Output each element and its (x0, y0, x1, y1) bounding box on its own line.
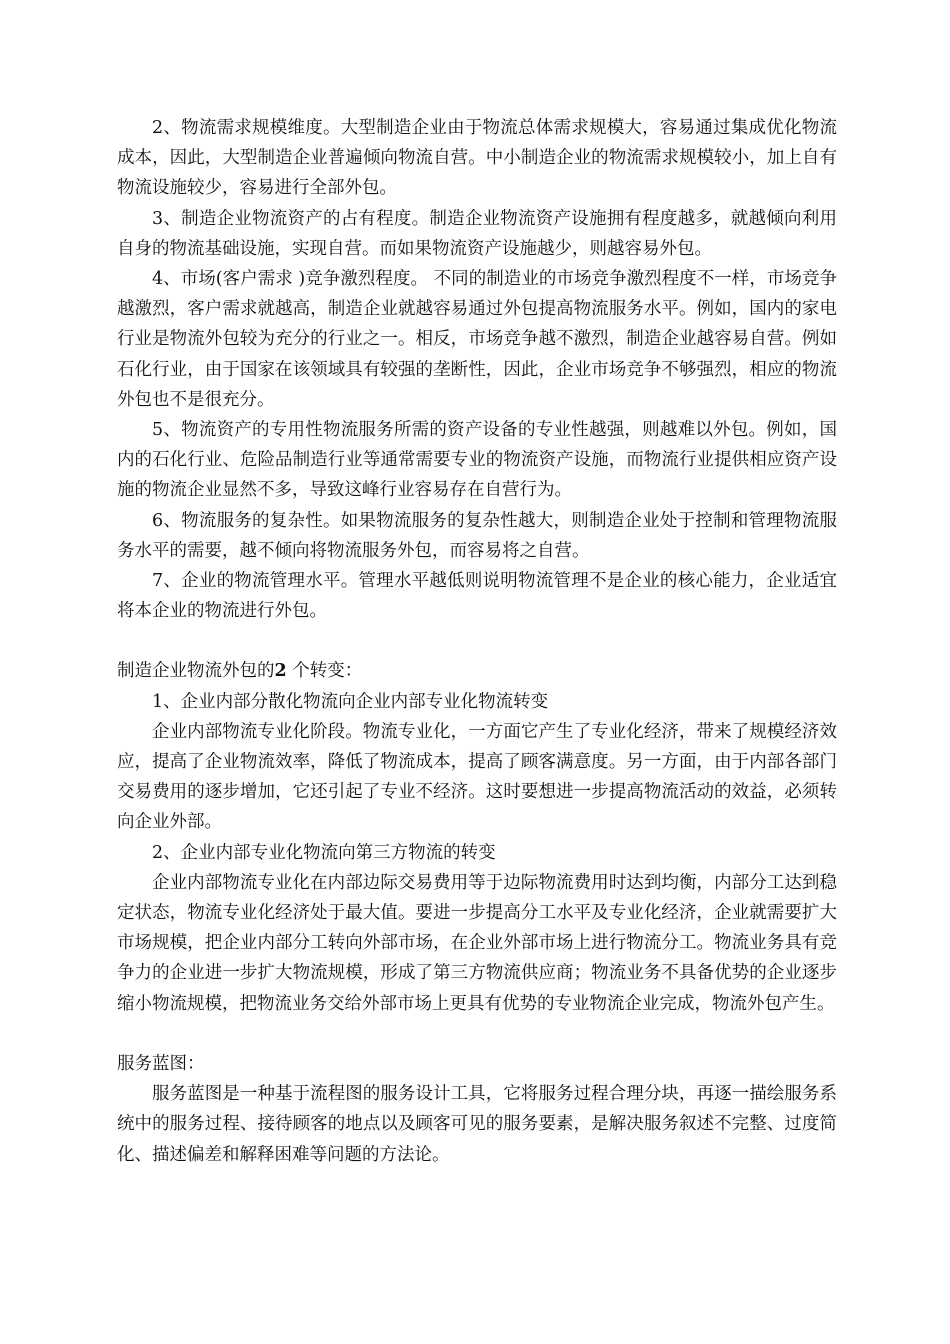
section-gap (117, 1019, 837, 1049)
heading-text-pre: 制造企业物流外包的 (117, 661, 275, 682)
heading-text-post: 个转变： (292, 661, 363, 682)
subheading-transition-1: 1、企业内部分散化物流向企业内部专业化物流转变 (152, 691, 549, 712)
section-two-transitions (117, 656, 837, 1018)
paragraph-demand-scale: 2、物流需求规模维度。大型制造企业由于物流总体需求规模大，容易通过集成优化物流成本，因此，大型制造企业普遍倾向物流自营。中小制造企业的物流需求规模较小，加上自有物流设施较少，容易进行全部外包。 (117, 118, 837, 199)
subheading-transition-2: 2、企业内部专业化物流向第三方物流的转变 (152, 842, 496, 863)
heading-number: 2 (274, 661, 287, 682)
paragraph-internal-specialization: 企业内部物流专业化阶段。物流专业化，一方面它产生了专业化经济，带来了规模经济效应，提高了企业物流效率，降低了物流成本，提高了顾客满意度。另一方面，由于内部各部门交易费用的逐步增加，它还引起了专业不经济。这时要想进一步提高物流活动的效益，必须转向企业外部。 (117, 721, 837, 833)
paragraph-third-party-logistics: 企业内部物流专业化在内部边际交易费用等于边际物流费用时达到均衡，内部分工达到稳定状态，物流专业化经济处于最大值。要进一步提高分工水平及专业化经济，企业就需要扩大市场规模，把企业内部分工转向外部市场，在企业外部市场上进行物流分工。物流业务具有竞争力的企业进一步扩大物流规模，形成了第三方物流供应商；物流业务不具备优势的企业逐步缩小物流规模，把物流业务交给外部市场上更具有优势的专业物流企业完成，物流外包产生。 (117, 872, 837, 1014)
paragraph-management-level: 7、企业的物流管理水平。管理水平越低则说明物流管理不是企业的核心能力，企业适宜将本企业的物流进行外包。 (117, 571, 837, 622)
section-heading-service-blueprint: 服务蓝图： (117, 1053, 205, 1074)
paragraph-market-competition: 4、市场(客户需求 )竞争激烈程度。 不同的制造业的市场竞争激烈程度不一样，市场竞争越激烈，客户需求就越高，制造企业就越容易通过外包提高物流服务水平。例如，国内的家电行业是物流外包较为充分的行业之一。相反，市场竞争越不激烈，制造企业越容易自营。例如石化行业，由于国家在该领域具有较强的垄断性，因此，企业市场竞争不够强烈，相应的物流外包也不是很充分。 (117, 269, 837, 410)
section-outsourcing-factors (117, 113, 837, 626)
paragraph-service-blueprint: 服务蓝图是一种基于流程图的服务设计工具，它将服务过程合理分块，再逐一描绘服务系统中的服务过程、接待顾客的地点以及顾客可见的服务要素，是解决服务叙述不完整、过度简化、描述偏差和解释困难等问题的方法论。 (117, 1084, 837, 1165)
section-gap (117, 626, 837, 656)
paragraph-asset-ownership: 3、制造企业物流资产的占有程度。制造企业物流资产设施拥有程度越多，就越倾向利用自身的物流基础设施，实现自营。而如果物流资产设施越少，则越容易外包。 (117, 208, 837, 259)
paragraph-service-complexity: 6、物流服务的复杂性。如果物流服务的复杂性越大，则制造企业处于控制和管理物流服务水平的需要，越不倾向将物流服务外包，而容易将之自营。 (117, 510, 837, 561)
section-heading-transitions (117, 656, 837, 686)
paragraph-asset-specificity: 5、物流资产的专用性物流服务所需的资产设备的专业性越强，则越难以外包。例如，国内的石化行业、危险品制造行业等通常需要专业的物流资产设施，而物流行业提供相应资产设施的物流企业显然不多，导致这峰行业容易存在自营行为。 (117, 420, 837, 501)
section-service-blueprint (117, 1049, 837, 1170)
document-page (117, 113, 837, 1170)
